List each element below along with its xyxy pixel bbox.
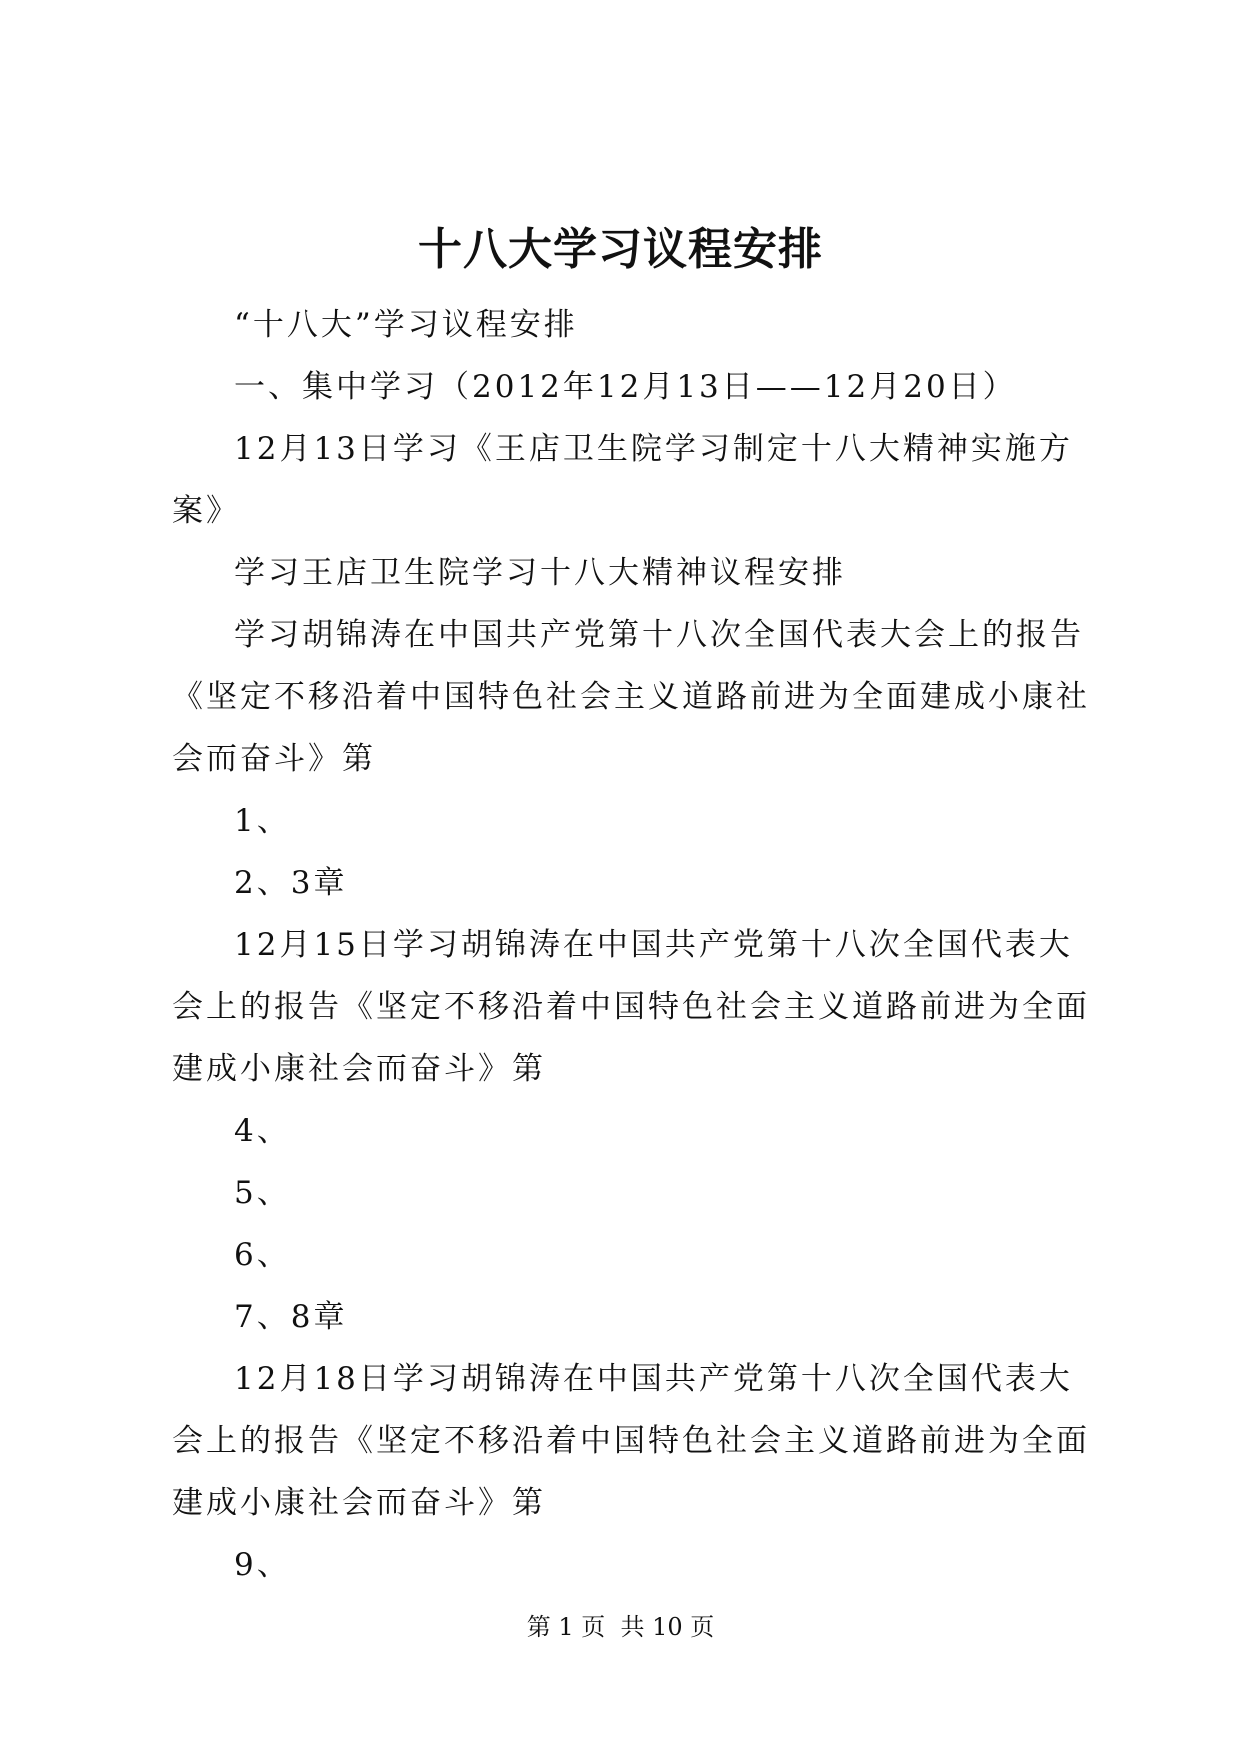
paragraph: 12月18日学习胡锦涛在中国共产党第十八次全国代表大会上的报告《坚定不移沿着中国特色社会主义道路前进为全面建成小康社会而奋斗》第	[172, 1361, 1090, 1521]
paragraph: 4、	[234, 1113, 291, 1149]
paragraph: 5、	[234, 1175, 291, 1211]
paragraph: 学习胡锦涛在中国共产党第十八次全国代表大会上的报告《坚定不移沿着中国特色社会主义道路前进为全面建成小康社会而奋斗》第	[172, 617, 1090, 777]
paragraph: 1、	[234, 803, 291, 839]
paragraph: 学习王店卫生院学习十八大精神议程安排	[234, 555, 846, 591]
paragraph: “十八大”学习议程安排	[234, 307, 578, 343]
paragraph: 2、3章	[234, 865, 348, 901]
paragraph: 12月15日学习胡锦涛在中国共产党第十八次全国代表大会上的报告《坚定不移沿着中国特色社会主义道路前进为全面建成小康社会而奋斗》第	[172, 927, 1090, 1087]
page-number: 第 1 页 共 10 页	[526, 1613, 715, 1641]
paragraph: 一、集中学习（2012年12月13日——12月20日）	[234, 369, 1017, 405]
page-footer	[0, 1612, 1241, 1642]
paragraph: 12月13日学习《王店卫生院学习制定十八大精神实施方案》	[172, 431, 1073, 529]
paragraph: 9、	[234, 1547, 291, 1583]
paragraph: 7、8章	[234, 1299, 348, 1335]
document-body	[172, 294, 1092, 1596]
paragraph: 6、	[234, 1237, 291, 1273]
document-title: 十八大学习议程安排	[418, 224, 823, 275]
